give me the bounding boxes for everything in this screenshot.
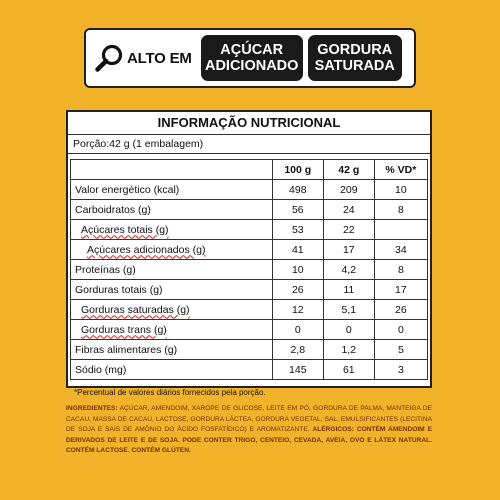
table-row (71, 300, 428, 320)
nutrition-facts-panel (66, 110, 432, 397)
row-value-vd: 8 (374, 260, 427, 280)
portion-size: Porção:42 g (1 embalagem) (68, 135, 430, 154)
row-label-text: Gorduras trans (g) (81, 323, 167, 336)
row-value-42g: 0 (323, 320, 374, 340)
warning-saturated-fat (308, 35, 402, 81)
row-label (71, 320, 273, 340)
row-value-vd: 8 (374, 200, 427, 220)
row-label: Valor energético (kcal) (71, 180, 273, 200)
row-label (71, 220, 273, 240)
front-warning-label (84, 28, 416, 88)
warning-saturated-fat-line1: GORDURA (317, 42, 393, 58)
header-100g: 100 g (272, 160, 323, 180)
row-value-42g: 17 (323, 240, 374, 260)
nutrition-footnote: *Percentual de valores diários fornecidos pela porção. (74, 388, 266, 397)
row-value-42g: 209 (323, 180, 374, 200)
row-value-vd: 0 (374, 320, 427, 340)
row-label-text: Açúcares adicionados (g) (87, 243, 206, 256)
header-label (71, 160, 273, 180)
row-value-100g: 56 (272, 200, 323, 220)
table-header-row (71, 160, 428, 180)
row-label (71, 300, 273, 320)
row-value-vd: 17 (374, 280, 427, 300)
row-value-vd: 10 (374, 180, 427, 200)
allergens-text: CONTÉM AMENDOIM E DERIVADOS DE LEITE E DE SOJA. PODE CONTER TRIGO, CENTEIO, CEVADA, AVEIA, OVO E LÁTEX NATURAL. CONTÉM LACTOSE. CONTÉM GLÚTEN. (66, 426, 432, 454)
table-row (71, 200, 428, 220)
table-row (71, 340, 428, 360)
table-row (71, 180, 428, 200)
warning-lead (94, 43, 192, 73)
table-row (71, 360, 428, 380)
row-value-100g: 12 (272, 300, 323, 320)
warning-added-sugar (201, 35, 303, 81)
warning-saturated-fat-line2: SATURADA (314, 58, 395, 74)
row-value-42g: 61 (323, 360, 374, 380)
allergens-label: ALÉRGICOS: (312, 426, 354, 433)
table-row (71, 220, 428, 240)
row-label: Fibras alimentares (g) (71, 340, 273, 360)
row-value-vd: 3 (374, 360, 427, 380)
row-value-100g: 145 (272, 360, 323, 380)
row-value-100g: 498 (272, 180, 323, 200)
row-value-vd (374, 220, 427, 240)
nutrition-table (70, 159, 428, 380)
table-row (71, 320, 428, 340)
table-row (71, 260, 428, 280)
row-label: Carboidratos (g) (71, 200, 273, 220)
row-label-text: Açúcares totais (g) (81, 223, 169, 236)
table-row (71, 280, 428, 300)
ingredients-text (66, 404, 432, 457)
row-value-42g: 4,2 (323, 260, 374, 280)
row-label (71, 240, 273, 260)
magnifier-icon (94, 43, 124, 73)
header-vd: % VD* (374, 160, 427, 180)
row-value-vd: 26 (374, 300, 427, 320)
row-value-vd: 5 (374, 340, 427, 360)
row-value-100g: 2,8 (272, 340, 323, 360)
nutrition-title: INFORMAÇÃO NUTRICIONAL (68, 112, 430, 135)
row-value-100g: 26 (272, 280, 323, 300)
warning-added-sugar-line1: AÇÚCAR (220, 42, 284, 58)
row-label-text: Gorduras saturadas (g) (81, 303, 190, 316)
row-label: Gorduras totais (g) (71, 280, 273, 300)
row-label: Sódio (mg) (71, 360, 273, 380)
row-value-100g: 10 (272, 260, 323, 280)
row-value-vd: 34 (374, 240, 427, 260)
warning-lead-text: ALTO EM (127, 49, 192, 67)
ingredients-list: AÇÚCAR, AMENDOIM, XAROPE DE GLICOSE, LEITE EM PÓ, GORDURA DE PALMA, MANTEIGA DE CACAU, MASSA DE CACAU, LACTOSE, GORDURA LÁCTEA, GORDURA VEGETAL, SAL, EMULSIFICANTES (LECITINA DE SOJA E SAIS DE AMÔNIO DO ÁCIDO FOSFATÍDICO) E AROMATIZANTE. (66, 405, 432, 433)
row-value-100g: 41 (272, 240, 323, 260)
row-value-100g: 53 (272, 220, 323, 240)
row-value-42g: 22 (323, 220, 374, 240)
warning-added-sugar-line2: ADICIONADO (204, 58, 299, 74)
row-label: Proteínas (g) (71, 260, 273, 280)
row-value-42g: 5,1 (323, 300, 374, 320)
row-value-42g: 1,2 (323, 340, 374, 360)
ingredients-label: INGREDIENTES: (66, 405, 118, 412)
row-value-42g: 11 (323, 280, 374, 300)
table-row (71, 240, 428, 260)
row-value-42g: 24 (323, 200, 374, 220)
header-42g: 42 g (323, 160, 374, 180)
row-value-100g: 0 (272, 320, 323, 340)
